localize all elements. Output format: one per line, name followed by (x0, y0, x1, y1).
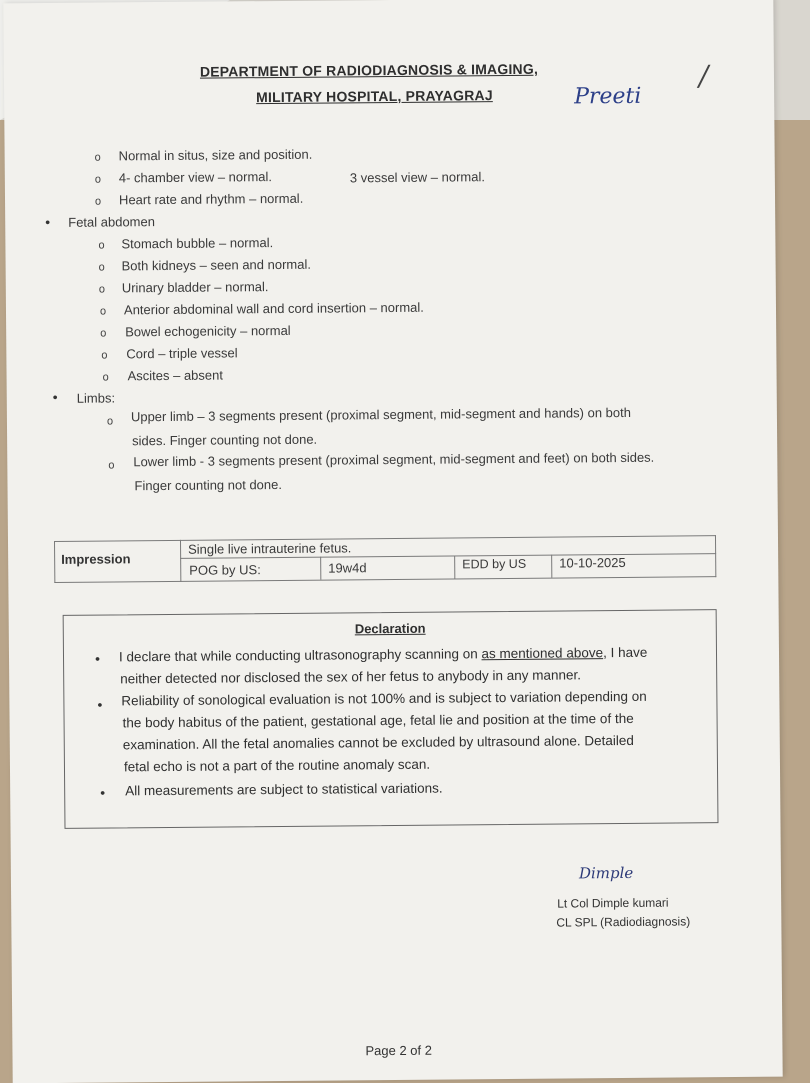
list-item: Bowel echogenicity – normal (125, 322, 291, 340)
sub-bullet: o (99, 305, 107, 318)
declaration-bullet-1-line1: I declare that while conducting ultrasonography scanning on as mentioned above, I have (118, 644, 648, 665)
declaration-bullet-3: All measurements are subject to statistical variations. (125, 780, 443, 799)
declaration-bullet-2-line2: the body habitus of the patient, gestational age, fetal lie and position at the time of the (122, 710, 634, 731)
declaration-bullet-2-line3: examination. All the fetal anomalies cannot be excluded by ultrasound alone. Detailed (122, 732, 634, 753)
bullet: • (100, 784, 106, 801)
edd-value: 10-10-2025 (559, 554, 626, 571)
sub-bullet: o (94, 151, 101, 164)
bullet: • (94, 650, 100, 667)
sub-bullet: o (106, 415, 114, 428)
signatory-name: Lt Col Dimple kumari (557, 895, 669, 911)
page-number: Page 2 of 2 (365, 1042, 433, 1059)
list-item: 4- chamber view – normal. (118, 169, 273, 186)
sub-bullet: o (108, 459, 115, 472)
vessel-view-item: 3 vessel view – normal. (349, 169, 486, 186)
list-item: Anterior abdominal wall and cord insertion – normal. (123, 299, 424, 318)
pog-label: POG by US: (189, 562, 261, 578)
section-heading-abdomen: Fetal abdomen (68, 214, 156, 230)
list-item: Normal in situs, size and position. (118, 146, 313, 164)
list-item: Heart rate and rhythm – normal. (118, 190, 304, 208)
pog-value: 19w4d (328, 560, 367, 576)
upper-limb-line2: sides. Finger counting not done. (132, 431, 318, 449)
sub-bullet: o (98, 239, 105, 252)
report-page (3, 0, 782, 1083)
sub-bullet: o (102, 371, 109, 384)
sub-bullet: o (98, 261, 105, 274)
declaration-bullet-2-line4: fetal echo is not a part of the routine anomaly scan. (123, 756, 431, 775)
sub-bullet: o (94, 195, 102, 208)
declaration-title: Declaration (354, 620, 426, 637)
declaration-bullet-2-line1: Reliability of sonological evaluation is not 100% and is subject to variation depending on (121, 688, 647, 709)
list-item: Both kidneys – seen and normal. (121, 256, 311, 274)
list-item: Urinary bladder – normal. (121, 279, 269, 296)
edd-label: EDD by US (462, 556, 527, 572)
list-item: Stomach bubble – normal. (121, 235, 274, 252)
list-item: Ascites – absent (127, 367, 224, 384)
bullet: • (45, 213, 51, 231)
sub-bullet: o (98, 283, 105, 296)
sub-bullet: o (94, 173, 102, 186)
lower-limb-line1: Lower limb - 3 segments present (proximal segment, mid-segment and feet) on both sides. (133, 449, 655, 470)
handwritten-mark: / (698, 59, 709, 93)
impression-finding: Single live intrauterine fetus. (188, 540, 352, 557)
upper-limb-line1: Upper limb – 3 segments present (proximal segment, mid-segment and hands) on both (130, 404, 631, 425)
handwritten-name: Preeti (574, 83, 642, 110)
sub-bullet: o (101, 349, 108, 362)
section-heading-limbs: Limbs: (76, 390, 116, 406)
declaration-bullet-1-line2: neither detected nor disclosed the sex of her fetus to anybody in any manner. (120, 667, 582, 687)
lower-limb-line2: Finger counting not done. (134, 476, 283, 494)
impression-label: Impression (61, 551, 131, 567)
department-title: DEPARTMENT OF RADIODIAGNOSIS & IMAGING, (199, 60, 539, 80)
bullet: • (52, 388, 58, 405)
list-item: Cord – triple vessel (126, 345, 238, 362)
hospital-title: MILITARY HOSPITAL, PRAYAGRAJ (256, 87, 493, 106)
signature-scribble: Dimple (578, 863, 634, 883)
sub-bullet: o (100, 327, 107, 340)
signatory-title: CL SPL (Radiodiagnosis) (556, 914, 691, 930)
bullet: • (97, 696, 103, 713)
